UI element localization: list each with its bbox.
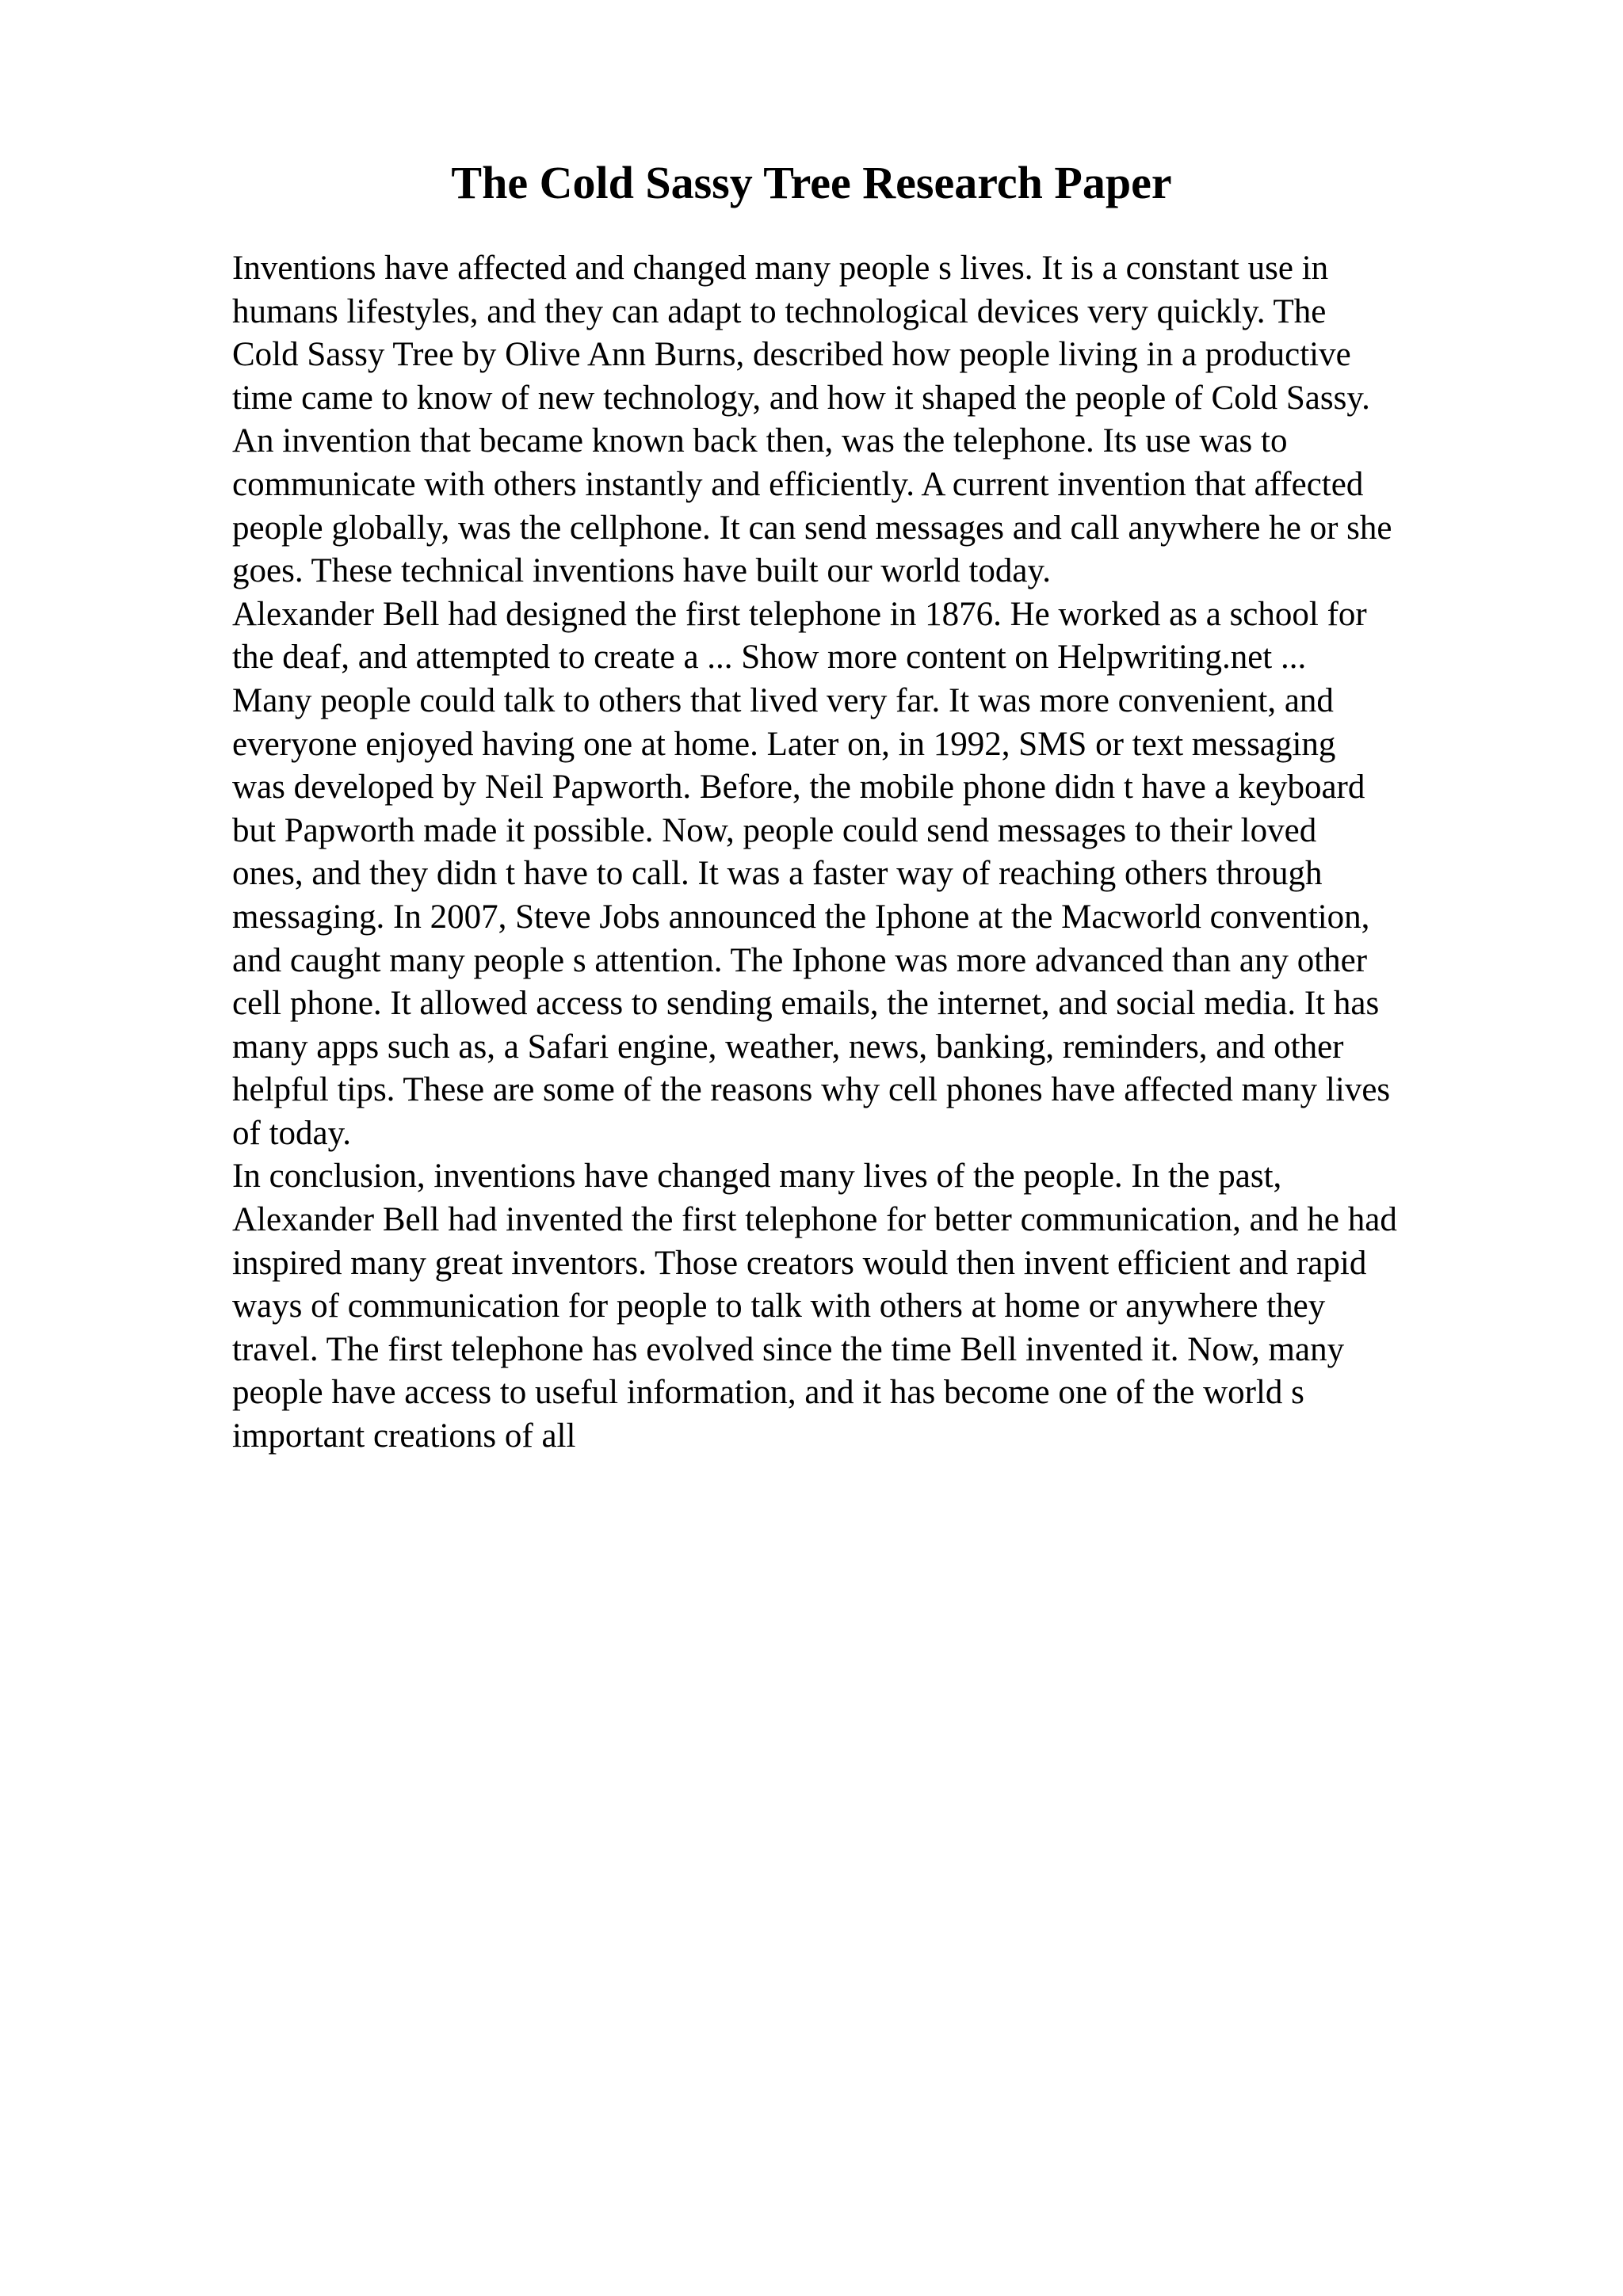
text-line: An invention that became known back then, was the telephone. Its use was to (232, 422, 1288, 460)
text-line: ways of communication for people to talk with others at home or anywhere they (232, 1287, 1326, 1325)
text-line: was developed by Neil Papworth. Before, the mobile phone didn t have a keyboard (232, 769, 1365, 807)
text-line: people globally, was the cellphone. It can send messages and call anywhere he or she (232, 509, 1392, 547)
text-line: people have access to useful information, and it has become one of the world s (232, 1374, 1304, 1412)
text-line: everyone enjoyed having one at home. Later on, in 1992, SMS or text messaging (232, 725, 1336, 763)
text-line: many apps such as, a Safari engine, weather, news, banking, reminders, and other (232, 1028, 1344, 1066)
text-line: helpful tips. These are some of the reasons why cell phones have affected many lives (232, 1071, 1391, 1109)
text-line: Cold Sassy Tree by Olive Ann Burns, described how people living in a productive (232, 336, 1351, 374)
text-line: Many people could talk to others that lived very far. It was more convenient, and (232, 681, 1334, 719)
text-line: the deaf, and attempted to create a ... Show more content on Helpwriting.net ... (232, 639, 1307, 677)
text-line: Alexander Bell had invented the first telephone for better communication, and he had (232, 1201, 1397, 1239)
text-line: messaging. In 2007, Steve Jobs announced the Iphone at the Macworld convention, (232, 898, 1370, 936)
text-line: Inventions have affected and changed many people s lives. It is a constant use in (232, 250, 1329, 287)
text-line: ones, and they didn t have to call. It was a faster way of reaching others through (232, 855, 1323, 893)
text-line: but Papworth made it possible. Now, people could send messages to their loved (232, 811, 1317, 849)
document-title: The Cold Sassy Tree Research Paper (451, 157, 1172, 208)
text-line: In conclusion, inventions have changed many lives of the people. In the past, (232, 1158, 1282, 1196)
text-line: and caught many people s attention. The Iphone was more advanced than any other (232, 941, 1368, 979)
text-line: communicate with others instantly and efficiently. A current invention that affected (232, 465, 1364, 503)
text-line: travel. The first telephone has evolved since the time Bell invented it. Now, many (232, 1330, 1345, 1368)
text-line: inspired many great inventors. Those creators would then invent efficient and rapid (232, 1244, 1367, 1282)
text-line: goes. These technical inventions have built our world today. (232, 552, 1051, 590)
text-line: important creations of all (232, 1417, 576, 1455)
text-line: of today. (232, 1114, 352, 1152)
text-line: Alexander Bell had designed the first telephone in 1876. He worked as a school for (232, 595, 1367, 633)
document-body (232, 247, 1516, 1459)
text-line: time came to know of new technology, and how it shaped the people of Cold Sassy. (232, 379, 1370, 417)
text-line: cell phone. It allowed access to sending emails, the internet, and social media. It has (232, 985, 1380, 1023)
text-line: humans lifestyles, and they can adapt to technological devices very quickly. The (232, 292, 1327, 330)
